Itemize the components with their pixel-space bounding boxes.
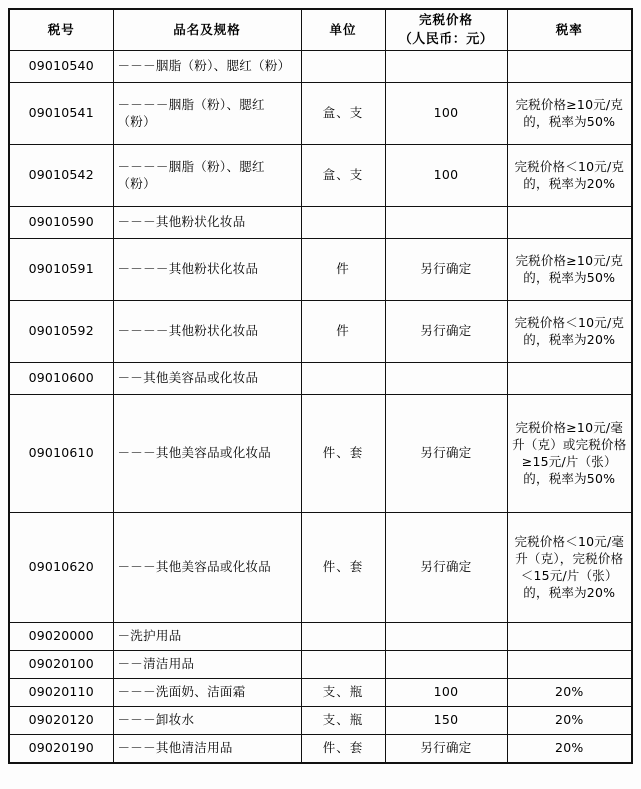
cell-name: －－－－其他粉状化妆品 — [113, 301, 301, 363]
column-header-price-sub: （人民币：元） — [398, 31, 494, 47]
cell-rate — [507, 623, 632, 651]
cell-price: 另行确定 — [385, 301, 507, 363]
cell-rate: 完税价格≥10元/毫升（克）或完税价格≥15元/片（张）的，税率为50% — [507, 395, 632, 513]
cell-price — [385, 363, 507, 395]
cell-rate: 20% — [507, 707, 632, 735]
cell-code: 09010542 — [9, 145, 113, 207]
cell-code: 09010590 — [9, 207, 113, 239]
table-row — [9, 707, 632, 735]
cell-price: 另行确定 — [385, 395, 507, 513]
cell-rate — [507, 363, 632, 395]
column-header-code: 税号 — [9, 9, 113, 51]
cell-rate: 20% — [507, 679, 632, 707]
table-row — [9, 239, 632, 301]
cell-unit: 件 — [301, 301, 385, 363]
table-row — [9, 207, 632, 239]
table-row — [9, 363, 632, 395]
cell-unit — [301, 363, 385, 395]
cell-price: 另行确定 — [385, 239, 507, 301]
cell-price — [385, 51, 507, 83]
cell-name: －－－其他美容品或化妆品 — [113, 395, 301, 513]
cell-rate: 完税价格≥10元/克的，税率为50% — [507, 239, 632, 301]
cell-code: 09010600 — [9, 363, 113, 395]
cell-price — [385, 623, 507, 651]
cell-rate: 20% — [507, 735, 632, 763]
cell-price: 100 — [385, 83, 507, 145]
table-row — [9, 301, 632, 363]
cell-unit — [301, 623, 385, 651]
cell-code: 09020190 — [9, 735, 113, 763]
cell-unit: 盒、支 — [301, 145, 385, 207]
cell-unit — [301, 51, 385, 83]
cell-unit: 支、瓶 — [301, 707, 385, 735]
cell-code: 09020120 — [9, 707, 113, 735]
column-header-name: 品名及规格 — [113, 9, 301, 51]
cell-rate: 完税价格≥10元/克的，税率为50% — [507, 83, 632, 145]
cell-price: 100 — [385, 679, 507, 707]
column-header-price-main: 完税价格 — [418, 12, 473, 27]
cell-unit: 件、套 — [301, 513, 385, 623]
cell-code: 09010541 — [9, 83, 113, 145]
cell-name: －－－－胭脂（粉）、腮红（粉） — [113, 145, 301, 207]
cell-name: －－清洁用品 — [113, 651, 301, 679]
cell-name: －－－－其他粉状化妆品 — [113, 239, 301, 301]
cell-rate — [507, 207, 632, 239]
cell-unit: 支、瓶 — [301, 679, 385, 707]
cell-rate — [507, 51, 632, 83]
tariff-table — [8, 8, 633, 764]
table-row — [9, 513, 632, 623]
cell-name: －－－卸妆水 — [113, 707, 301, 735]
cell-name: －－－胭脂（粉）、腮红（粉） — [113, 51, 301, 83]
cell-name: －－－洗面奶、洁面霜 — [113, 679, 301, 707]
cell-code: 09020100 — [9, 651, 113, 679]
cell-name: －－－其他美容品或化妆品 — [113, 513, 301, 623]
cell-code: 09010620 — [9, 513, 113, 623]
cell-rate: 完税价格＜10元/毫升（克），完税价格＜15元/片（张）的，税率为20% — [507, 513, 632, 623]
table-row — [9, 83, 632, 145]
cell-name: －－－其他清洁用品 — [113, 735, 301, 763]
cell-rate: 完税价格＜10元/克的，税率为20% — [507, 145, 632, 207]
cell-name: －－其他美容品或化妆品 — [113, 363, 301, 395]
cell-price — [385, 207, 507, 239]
cell-rate — [507, 651, 632, 679]
cell-code: 09010540 — [9, 51, 113, 83]
column-header-rate: 税率 — [507, 9, 632, 51]
cell-unit: 件 — [301, 239, 385, 301]
table-row — [9, 395, 632, 513]
header-row — [9, 9, 632, 51]
cell-code: 09010610 — [9, 395, 113, 513]
cell-unit: 件、套 — [301, 395, 385, 513]
cell-unit: 件、套 — [301, 735, 385, 763]
cell-name: －－－其他粉状化妆品 — [113, 207, 301, 239]
cell-price: 100 — [385, 145, 507, 207]
table-header — [9, 9, 632, 51]
column-header-price — [385, 9, 507, 51]
cell-price: 另行确定 — [385, 735, 507, 763]
cell-unit — [301, 651, 385, 679]
cell-unit: 盒、支 — [301, 83, 385, 145]
cell-code: 09010591 — [9, 239, 113, 301]
table-row — [9, 735, 632, 763]
cell-unit — [301, 207, 385, 239]
cell-name: －－－－胭脂（粉）、腮红（粉） — [113, 83, 301, 145]
table-row — [9, 651, 632, 679]
cell-rate: 完税价格＜10元/克的，税率为20% — [507, 301, 632, 363]
table-body — [9, 51, 632, 763]
table-row — [9, 623, 632, 651]
cell-price: 另行确定 — [385, 513, 507, 623]
cell-code: 09020000 — [9, 623, 113, 651]
cell-code: 09020110 — [9, 679, 113, 707]
table-row — [9, 679, 632, 707]
column-header-unit: 单位 — [301, 9, 385, 51]
cell-name: －洗护用品 — [113, 623, 301, 651]
table-row — [9, 145, 632, 207]
cell-price: 150 — [385, 707, 507, 735]
cell-price — [385, 651, 507, 679]
table-row — [9, 51, 632, 83]
cell-code: 09010592 — [9, 301, 113, 363]
